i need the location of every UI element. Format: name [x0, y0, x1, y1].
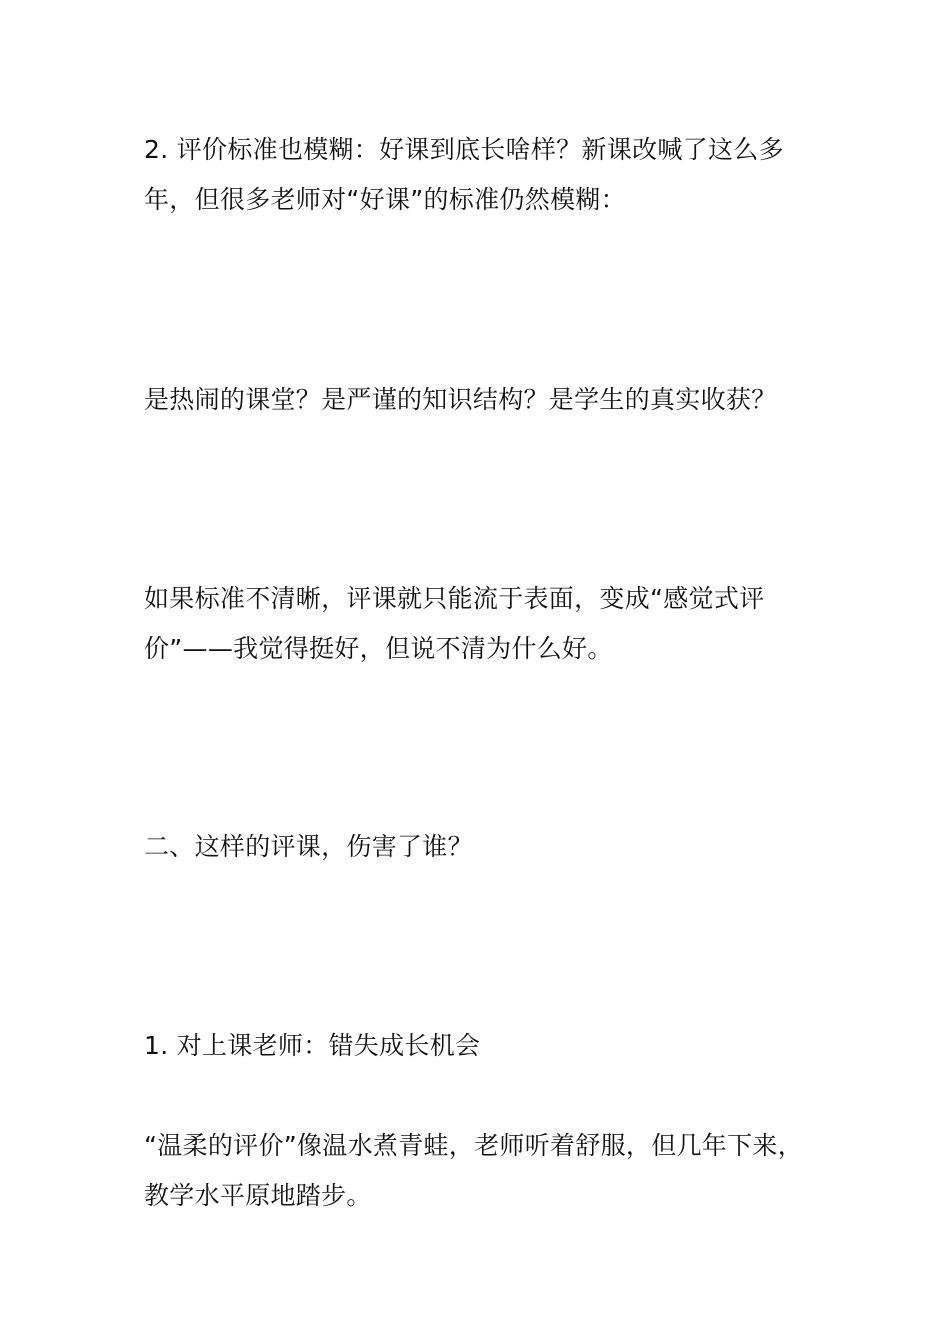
subsection-heading [144, 1021, 834, 1071]
text-line: 教学水平原地踏步。 [144, 1181, 372, 1210]
paragraph-questions [144, 375, 834, 425]
text-line: 2. 评价标准也模糊：好课到底长啥样？新课改喊了这么多 [144, 135, 784, 164]
text-line: 1. 对上课老师：错失成长机会 [144, 1031, 481, 1060]
text-line: 二、这样的评课，伤害了谁？ [144, 832, 473, 861]
section-heading [144, 822, 834, 872]
paragraph-gentle-evaluation [144, 1121, 834, 1221]
text-line: 年，但很多老师对“好课”的标准仍然模糊： [144, 185, 626, 214]
text-line: 价”——我觉得挺好，但说不清为什么好。 [144, 634, 613, 663]
text-line: “温柔的评价”像温水煮青蛙，老师听着舒服，但几年下来， [144, 1131, 804, 1160]
text-line: 如果标准不清晰，评课就只能流于表面，变成“感觉式评 [144, 584, 765, 613]
paragraph-unclear-standard [144, 574, 834, 674]
paragraph-evaluation-standard [144, 125, 834, 225]
text-line: 是热闹的课堂？是严谨的知识结构？是学生的真实收获？ [144, 385, 777, 414]
